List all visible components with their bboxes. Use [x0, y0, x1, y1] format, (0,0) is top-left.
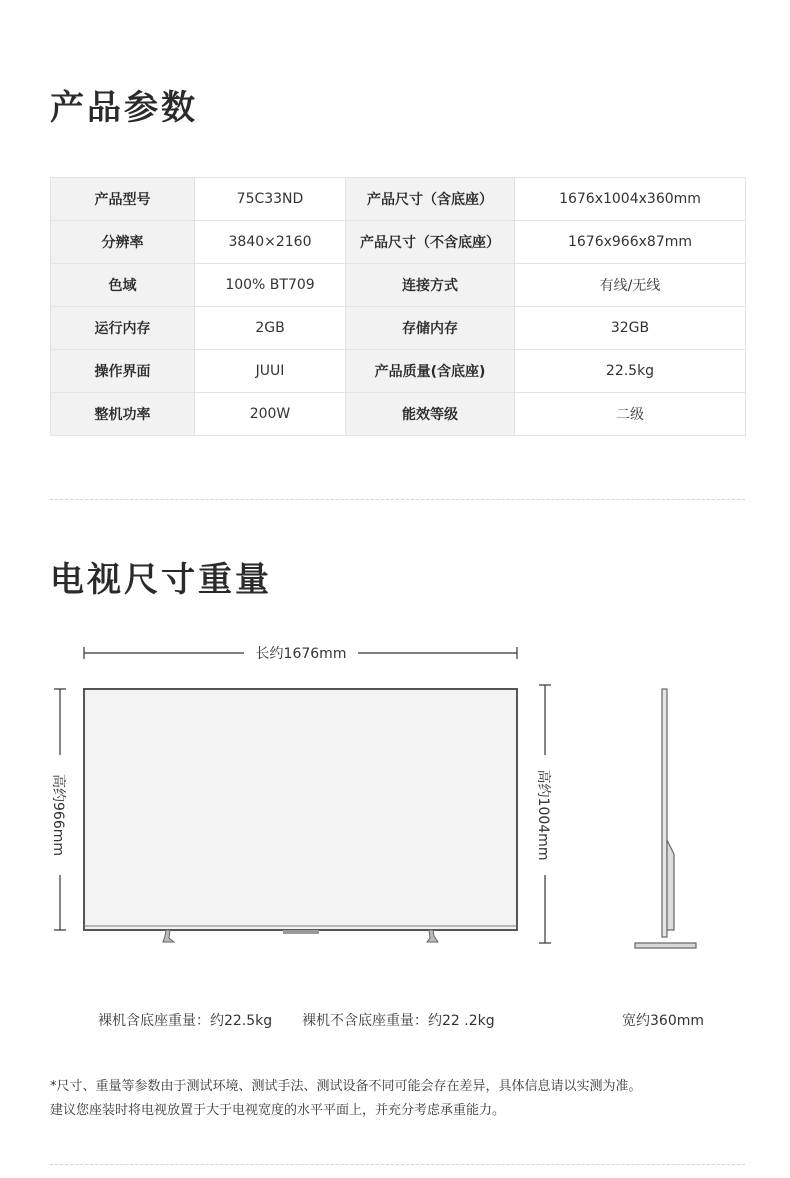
bottom-divider	[50, 1164, 745, 1165]
length-label: 长约1676mm	[255, 646, 347, 662]
spec-label: 能效等级	[346, 393, 515, 436]
spec-label: 连接方式	[346, 264, 515, 307]
weight-with-stand: 裸机含底座重量：约22.5kg	[98, 1013, 273, 1029]
depth-label: 宽约360mm	[622, 1013, 704, 1029]
spec-value: JUUI	[195, 350, 346, 393]
disclaimer-note: *尺寸、重量等参数由于测试环境、测试手法、测试设备不同可能会存在差异，具体信息请以实测为准。	[50, 1079, 642, 1094]
spec-label: 运行内存	[51, 307, 195, 350]
section-title-tv-size-weight: 电视尺寸重量	[50, 560, 272, 600]
spec-label: 产品尺寸（含底座）	[346, 178, 515, 221]
tv-dimension-diagram	[0, 630, 790, 960]
spec-row	[51, 264, 746, 307]
weight-without-stand: 裸机不含底座重量：约22 .2kg	[302, 1013, 495, 1029]
spec-value: 75C33ND	[195, 178, 346, 221]
spec-value: 22.5kg	[515, 350, 746, 393]
spec-row	[51, 350, 746, 393]
spec-value: 200W	[195, 393, 346, 436]
spec-table	[50, 177, 746, 436]
spec-label: 产品尺寸（不含底座）	[346, 221, 515, 264]
section-title-product-params: 产品参数	[50, 88, 198, 128]
spec-row	[51, 178, 746, 221]
spec-value: 100% BT709	[195, 264, 346, 307]
spec-label: 整机功率	[51, 393, 195, 436]
spec-label: 色域	[51, 264, 195, 307]
spec-row	[51, 393, 746, 436]
tv-side-view	[635, 689, 696, 948]
spec-row	[51, 221, 746, 264]
spec-label: 分辨率	[51, 221, 195, 264]
spec-value: 32GB	[515, 307, 746, 350]
spec-label: 产品质量(含底座)	[346, 350, 515, 393]
section-divider	[50, 499, 745, 500]
spec-value: 3840×2160	[195, 221, 346, 264]
spec-value: 1676x966x87mm	[515, 221, 746, 264]
spec-value: 有线/无线	[515, 264, 746, 307]
spec-label: 操作界面	[51, 350, 195, 393]
height-with-stand-label: 高约1004mm	[535, 769, 551, 861]
spec-label: 存储内存	[346, 307, 515, 350]
spec-value: 2GB	[195, 307, 346, 350]
placement-note: 建议您座装时将电视放置于大于电视宽度的水平平面上，并充分考虑承重能力。	[50, 1103, 506, 1118]
spec-row	[51, 307, 746, 350]
spec-label: 产品型号	[51, 178, 195, 221]
spec-value: 1676x1004x360mm	[515, 178, 746, 221]
height-without-stand-label: 高约966mm	[50, 774, 66, 856]
tv-front-view	[84, 689, 517, 942]
spec-value: 二级	[515, 393, 746, 436]
